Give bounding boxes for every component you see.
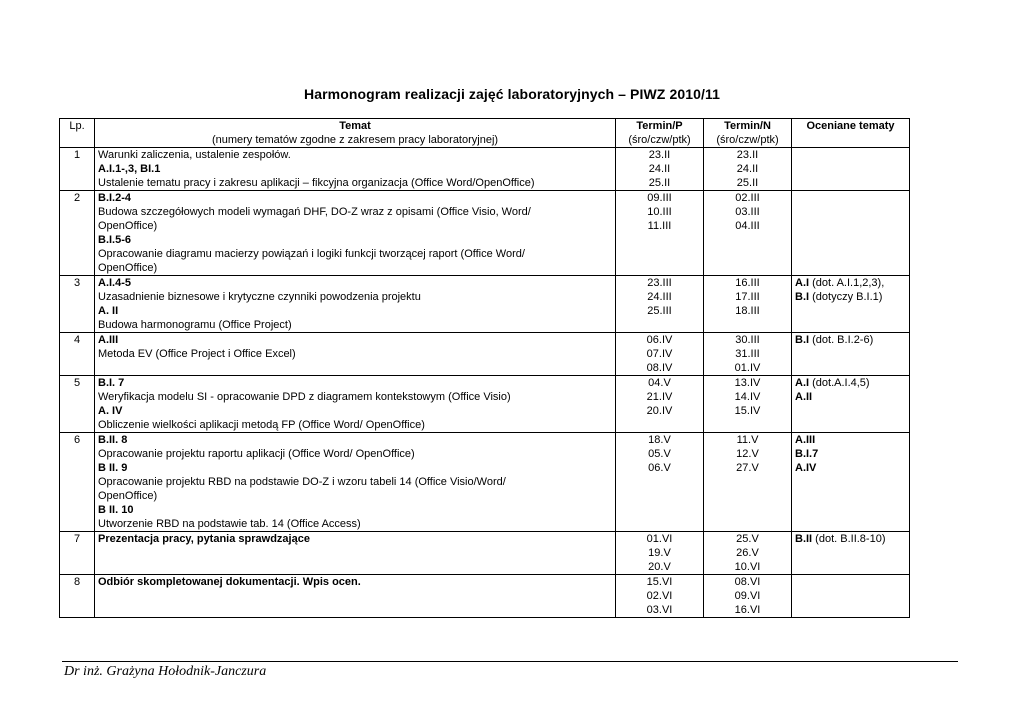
date-value: 06.V [648,462,671,474]
date-value: 09.III [647,192,672,204]
row-oceniane [792,376,910,433]
footer-divider [62,661,958,662]
topic-line: Opracowanie projektu raportu aplikacji (Office Word/ OpenOffice) [98,448,415,460]
row-topic [95,148,616,191]
date-value: 01.VI [646,533,673,545]
row-termin-n [704,376,792,433]
topic-line: B II. 10 [98,504,134,516]
schedule-table [59,118,910,618]
row-number: 7 [60,532,95,575]
header-termin-p-sub: (śro/czw/ptk) [628,134,691,146]
oceniane-line [795,390,906,404]
date-value: 16.VI [734,604,761,616]
topic-line: A. IV [98,405,123,417]
row-termin-p [616,191,704,276]
row-topic [95,433,616,532]
row-number: 2 [60,191,95,276]
date-value: 17.III [735,291,760,303]
topic-line: Weryfikacja modelu SI - opracowanie DPD z diagramem kontekstowym (Office Visio) [98,391,511,403]
oceniane-code: A.IV [795,462,817,474]
date-value: 23.II [736,149,759,161]
table-row [60,148,910,191]
row-termin-p [616,532,704,575]
oceniane-code: B.I [795,334,810,346]
topic-line: OpenOffice) [98,490,158,502]
topic-line: Opracowanie diagramu macierzy powiązań i logiki funkcji tworzącej raport (Office Word/ [98,248,525,260]
date-value: 02.VI [646,590,673,602]
date-value: 15.IV [734,405,761,417]
row-termin-p [616,433,704,532]
date-value: 16.III [735,277,760,289]
date-value: 25.II [648,177,671,189]
row-topic [95,575,616,618]
date-value: 08.VI [734,576,761,588]
date-value: 13.IV [734,377,761,389]
row-topic [95,276,616,333]
oceniane-line [795,376,906,390]
date-value: 11.V [736,434,759,446]
row-topic [95,532,616,575]
topic-line: Budowa szczegółowych modeli wymagań DHF, DO-Z wraz z opisami (Office Visio, Word/ [98,206,531,218]
topic-line: A. II [98,305,119,317]
footer-author: Dr inż. Grażyna Hołodnik-Janczura [64,664,267,679]
date-value: 09.VI [734,590,761,602]
oceniane-line [795,532,906,546]
oceniane-code: B.I.7 [795,448,819,460]
date-value: 21.IV [646,391,673,403]
row-oceniane [792,333,910,376]
table-row [60,376,910,433]
row-topic [95,376,616,433]
date-value: 20.V [648,561,671,573]
date-value: 20.IV [646,405,673,417]
header-temat-label: Temat [339,120,371,132]
date-value: 30.III [735,334,760,346]
oceniane-code: A.I [795,277,810,289]
oceniane-code: B.II [795,533,813,545]
table-row [60,333,910,376]
date-value: 25.II [736,177,759,189]
date-value: 18.III [735,305,760,317]
oceniane-code: B.I [795,291,810,303]
topic-line: OpenOffice) [98,262,158,274]
table-row [60,191,910,276]
header-termin-p [616,119,704,148]
row-number: 1 [60,148,95,191]
oceniane-code: A.I [795,377,810,389]
date-value: 02.III [735,192,760,204]
schedule-body [60,148,910,618]
date-value: 23.II [648,149,671,161]
date-value: 25.V [736,533,759,545]
date-value: 11.III [647,220,672,232]
oceniane-code: A.III [795,434,816,446]
header-oceniane [792,119,910,148]
date-value: 01.IV [734,362,761,374]
topic-line: A.I.4-5 [98,277,132,289]
row-number: 6 [60,433,95,532]
row-termin-n [704,575,792,618]
table-row [60,433,910,532]
row-topic [95,191,616,276]
topic-line: Odbiór skompletowanej dokumentacji. Wpis ocen. [98,576,361,588]
date-value: 07.IV [646,348,673,360]
row-termin-p [616,148,704,191]
date-value: 06.IV [646,334,673,346]
oceniane-line [795,333,906,347]
oceniane-note: (dotyczy B.I.1) [809,291,883,303]
header-termin-n-sub: (śro/czw/ptk) [716,134,779,146]
date-value: 10.III [647,206,672,218]
topic-line: A.III [98,334,119,346]
date-value: 18.V [648,434,671,446]
date-value: 05.V [648,448,671,460]
oceniane-line [795,433,906,447]
oceniane-note: (dot. A.I.1,2,3), [809,277,885,289]
date-value: 31.III [735,348,760,360]
date-value: 04.V [648,377,671,389]
header-termin-p-label: Termin/P [636,120,683,132]
row-termin-p [616,276,704,333]
topic-line: Uzasadnienie biznesowe i krytyczne czynniki powodzenia projektu [98,291,421,303]
date-value: 12.V [736,448,759,460]
oceniane-code: A.II [795,391,813,403]
oceniane-line [795,290,906,304]
date-value: 23.III [647,277,672,289]
date-value: 15.VI [646,576,673,588]
topic-line: A.I.1-,3, BI.1 [98,163,161,175]
topic-line: Utworzenie RBD na podstawie tab. 14 (Office Access) [98,518,361,530]
table-row [60,532,910,575]
row-termin-p [616,333,704,376]
row-number: 4 [60,333,95,376]
topic-line: B.I.2-4 [98,192,132,204]
row-termin-p [616,376,704,433]
header-lp [60,119,95,148]
date-value: 04.III [735,220,760,232]
header-oceniane-label: Oceniane tematy [806,120,895,132]
row-oceniane [792,575,910,618]
row-oceniane [792,148,910,191]
row-number: 3 [60,276,95,333]
date-value: 19.V [648,547,671,559]
date-value: 24.II [736,163,759,175]
topic-line: Prezentacja pracy, pytania sprawdzające [98,533,310,545]
row-termin-n [704,191,792,276]
page-title: Harmonogram realizacji zajęć laboratoryjnych – PIWZ 2010/11 [304,86,720,102]
oceniane-note: (dot. B.II.8-10) [812,533,886,545]
topic-line: Opracowanie projektu RBD na podstawie DO-Z i wzoru tabeli 14 (Office Visio/Word/ [98,476,506,488]
date-value: 03.VI [646,604,673,616]
table-row [60,276,910,333]
date-value: 24.II [648,163,671,175]
header-termin-n-label: Termin/N [724,120,771,132]
row-number: 5 [60,376,95,433]
date-value: 03.III [735,206,760,218]
topic-line: Metoda EV (Office Project i Office Excel) [98,348,296,360]
date-value: 24.III [647,291,672,303]
topic-line: B.I. 7 [98,377,125,389]
row-oceniane [792,191,910,276]
date-value: 27.V [736,462,759,474]
oceniane-line [795,461,906,475]
topic-line: B.I.5-6 [98,234,132,246]
topic-line: Obliczenie wielkości aplikacji metodą FP (Office Word/ OpenOffice) [98,419,425,431]
topic-line: Warunki zaliczenia, ustalenie zespołów. [98,149,291,161]
topic-line: B II. 9 [98,462,128,474]
topic-line: B.II. 8 [98,434,128,446]
topic-line: Budowa harmonogramu (Office Project) [98,319,292,331]
header-temat-sub: (numery tematów zgodne z zakresem pracy laboratoryjnej) [211,134,499,146]
date-value: 26.V [736,547,759,559]
oceniane-line [795,276,906,290]
date-value: 14.IV [734,391,761,403]
header-termin-n [704,119,792,148]
date-value: 10.VI [734,561,761,573]
table-row [60,575,910,618]
row-termin-p [616,575,704,618]
header-row [60,119,910,148]
date-value: 25.III [647,305,672,317]
row-termin-n [704,532,792,575]
row-number: 8 [60,575,95,618]
row-termin-n [704,433,792,532]
row-topic [95,333,616,376]
oceniane-note: (dot.A.I.4,5) [809,377,870,389]
header-temat [95,119,616,148]
row-termin-n [704,276,792,333]
row-oceniane [792,532,910,575]
row-termin-n [704,333,792,376]
row-termin-n [704,148,792,191]
topic-line: Ustalenie tematu pracy i zakresu aplikacji – fikcyjna organizacja (Office Word/OpenOffice) [98,177,535,189]
row-oceniane [792,276,910,333]
row-oceniane [792,433,910,532]
oceniane-line [795,447,906,461]
header-lp-label: Lp. [69,120,85,132]
topic-line: OpenOffice) [98,220,158,232]
date-value: 08.IV [646,362,673,374]
oceniane-note: (dot. B.I.2-6) [809,334,874,346]
